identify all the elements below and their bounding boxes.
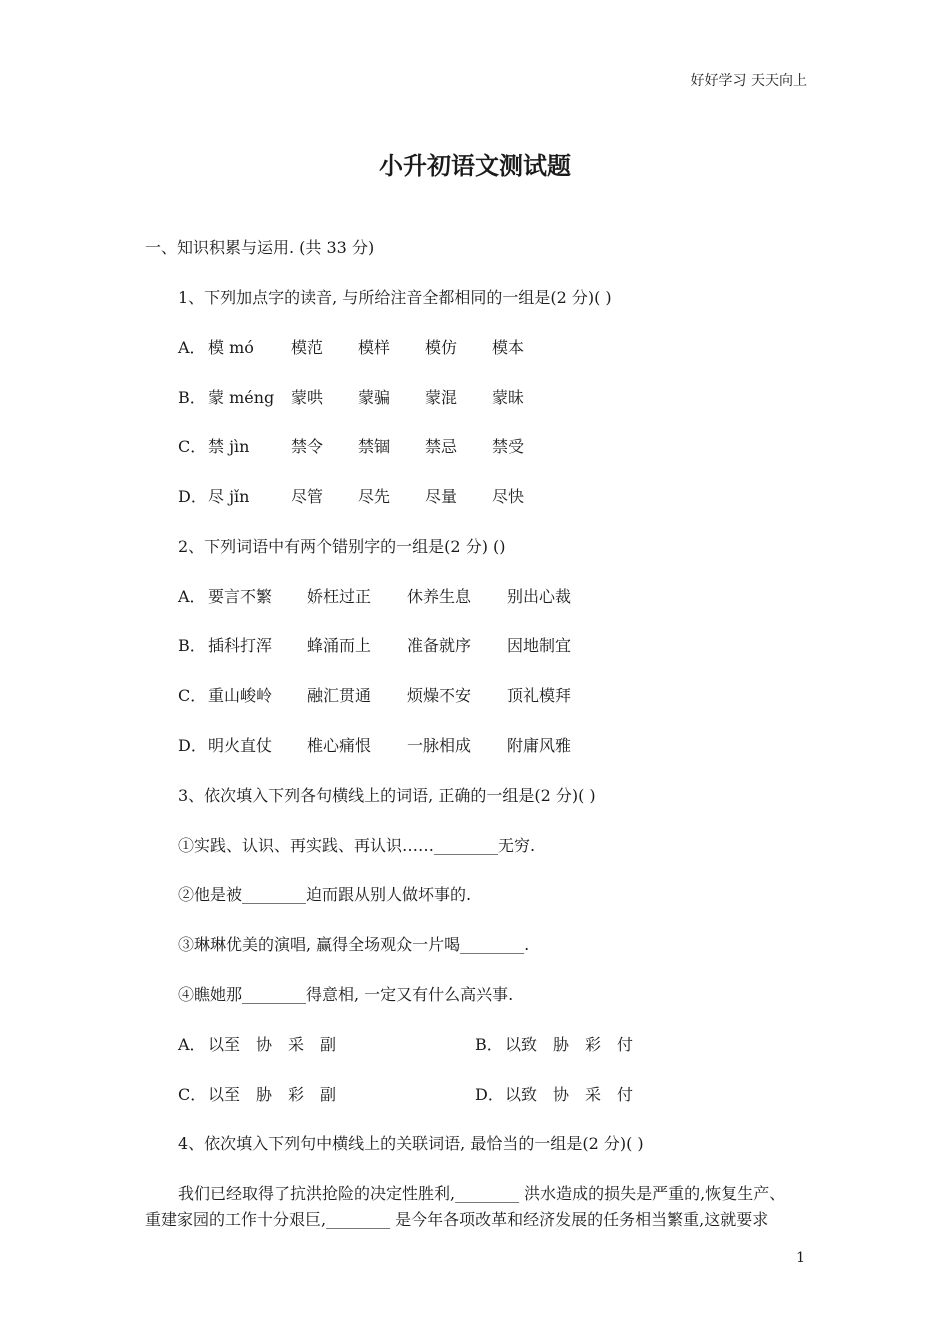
section-heading: 一、知识积累与运用. (共 33 分)	[145, 238, 375, 257]
option-cell: 尽量	[425, 487, 458, 506]
q2-option-a	[178, 584, 571, 607]
q1-option-d	[178, 484, 524, 507]
q3-option-b	[475, 1032, 633, 1055]
option-label: D．	[475, 1085, 504, 1104]
q1-stem: 1、下列加点字的读音, 与所给注音全都相同的一组是(2 分)( )	[178, 288, 612, 307]
option-label: C．	[178, 1085, 207, 1104]
option-label: B．	[178, 388, 206, 407]
q3-option-d	[475, 1082, 633, 1105]
option-cell: 椎心痛恨	[307, 736, 372, 755]
q3-option-a	[178, 1032, 475, 1055]
option-label: D．	[178, 736, 207, 755]
option-label: B．	[475, 1035, 503, 1054]
option-cell: 准备就序	[407, 636, 472, 655]
option-cell: 重山峻岭	[208, 686, 273, 705]
q1-option-b	[178, 385, 524, 408]
option-label: C．	[178, 686, 207, 705]
option-cell: 尽快	[492, 487, 525, 506]
option-cell: 附庸风雅	[507, 736, 572, 755]
page-title: 小升初语文测试题	[379, 152, 571, 180]
q3-options-row-2	[178, 1082, 633, 1105]
option-text: 以致 协 采 付	[505, 1085, 634, 1104]
option-cell: 蒙骗	[358, 388, 391, 407]
option-cell: 插科打浑	[208, 636, 273, 655]
option-label: A．	[178, 338, 206, 357]
option-cell: 蒙 méng	[208, 388, 275, 407]
option-cell: 蜂涌而上	[307, 636, 372, 655]
option-cell: 禁锢	[358, 437, 391, 456]
option-cell: 尽管	[291, 487, 324, 506]
q2-option-b	[178, 633, 571, 656]
option-cell: 禁受	[492, 437, 525, 456]
option-cell: 模范	[291, 338, 324, 357]
q3-sentence-2: ②他是被________迫而跟从别人做坏事的.	[178, 885, 472, 904]
option-cell: 蒙混	[425, 388, 458, 407]
option-cell: 顶礼模拜	[507, 686, 572, 705]
option-label: D．	[178, 487, 207, 506]
option-cell: 禁 jìn	[208, 437, 250, 456]
option-label: A．	[178, 1035, 206, 1054]
page-header: 好好学习 天天向上	[690, 73, 807, 89]
option-cell: 别出心裁	[507, 587, 572, 606]
option-label: B．	[178, 636, 206, 655]
option-cell: 因地制宜	[507, 636, 572, 655]
option-cell: 禁忌	[425, 437, 458, 456]
option-text: 以致 胁 彩 付	[505, 1035, 634, 1054]
q2-option-c	[178, 683, 571, 706]
q4-passage-line-2: 重建家园的工作十分艰巨,________ 是今年各项改革和经济发展的任务相当繁重,这就要求	[145, 1210, 769, 1229]
option-cell: 蒙哄	[291, 388, 324, 407]
q3-stem: 3、依次填入下列各句横线上的词语, 正确的一组是(2 分)( )	[178, 786, 596, 805]
q4-passage-line-1: 我们已经取得了抗洪抢险的决定性胜利,________ 洪水造成的损失是严重的,恢复生产、	[178, 1184, 786, 1203]
option-cell: 模仿	[425, 338, 458, 357]
page-number: 1	[796, 1250, 805, 1266]
q3-sentence-3: ③琳琳优美的演唱, 赢得全场观众一片喝________.	[178, 935, 530, 954]
option-cell: 融汇贯通	[307, 686, 372, 705]
q3-sentence-1: ①实践、认识、再实践、再认识……________无穷.	[178, 836, 536, 855]
q3-sentence-4: ④瞧她那________得意相, 一定又有什么高兴事.	[178, 985, 514, 1004]
q4-stem: 4、依次填入下列句中横线上的关联词语, 最恰当的一组是(2 分)( )	[178, 1134, 644, 1153]
option-cell: 明火直仗	[208, 736, 273, 755]
option-text: 以至 协 采 副	[208, 1035, 337, 1054]
option-cell: 模本	[492, 338, 525, 357]
option-cell: 要言不繁	[208, 587, 273, 606]
q2-stem: 2、下列词语中有两个错别字的一组是(2 分) ()	[178, 537, 506, 556]
q2-option-d	[178, 733, 571, 756]
option-cell: 娇枉过正	[307, 587, 372, 606]
option-cell: 禁令	[291, 437, 324, 456]
q1-option-c	[178, 434, 524, 457]
option-cell: 一脉相成	[407, 736, 472, 755]
option-label: C．	[178, 437, 207, 456]
q1-option-a	[178, 335, 524, 358]
option-cell: 烦燥不安	[407, 686, 472, 705]
option-cell: 尽 jǐn	[208, 487, 250, 506]
option-cell: 休养生息	[407, 587, 472, 606]
option-label: A．	[178, 587, 206, 606]
option-text: 以至 胁 彩 副	[208, 1085, 337, 1104]
option-cell: 模 mó	[208, 338, 254, 357]
q3-option-c	[178, 1082, 475, 1105]
option-cell: 蒙昧	[492, 388, 525, 407]
q3-options-row-1	[178, 1032, 633, 1055]
option-cell: 模样	[358, 338, 391, 357]
option-cell: 尽先	[358, 487, 391, 506]
